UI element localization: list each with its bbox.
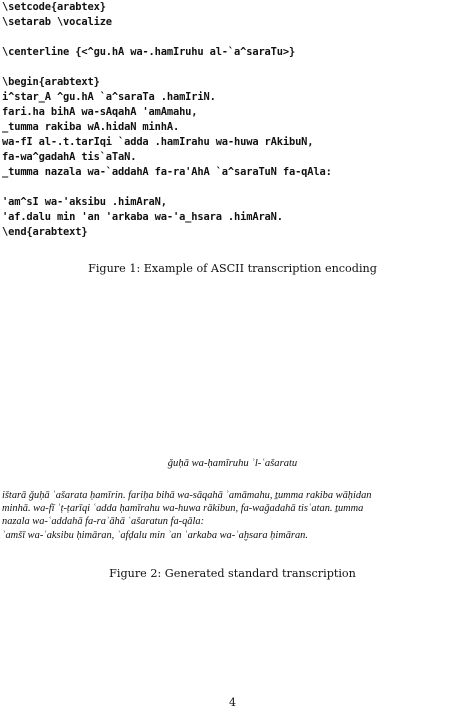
code-line: \setarab \vocalize	[2, 16, 112, 28]
ascii-code-block	[2, 0, 332, 240]
code-line	[2, 180, 332, 195]
code-line: \setcode{arabtex}	[2, 1, 106, 13]
transcription-title: ǧuḥā wa-ḥamīruhu ʾl-ʿašaratu	[167, 458, 298, 469]
code-line: 'af.dalu min 'an 'arkaba wa-'a_hsara .himAraN.	[2, 211, 283, 223]
code-line: fa-wa^gadahA tis`aTaN.	[2, 151, 137, 163]
code-line	[2, 60, 332, 75]
code-line: \end{arabtext}	[2, 226, 88, 238]
code-line: fari.ha bihA wa-sAqahA 'amAmahu,	[2, 106, 198, 118]
transcription-line: nazala wa-ʿaddahā fa-raʾāhā ʿašaratun fa-qāla:	[2, 516, 205, 528]
code-line: i^star_A ^gu.hA `a^saraTa .hamIriN.	[2, 91, 216, 103]
code-line: 'am^sI wa-'aksibu .himAraN,	[2, 196, 167, 208]
code-line: \centerline {<^gu.hA wa-.hamIruhu al-`a^saraTu>}	[2, 46, 296, 58]
code-line	[2, 30, 332, 45]
figure-1-caption: Figure 1: Example of ASCII transcription encoding	[88, 262, 377, 275]
transcription-body	[2, 489, 464, 542]
transcription-line: ʾamšī wa-ʾaksibu ḥimāran, ʾafḍalu min ʾan ʾarkaba wa-ʾaḫsara ḥimāran.	[2, 529, 308, 541]
figure-2-caption: Figure 2: Generated standard transcription	[109, 567, 356, 580]
code-line: \begin{arabtext}	[2, 76, 100, 88]
code-line: _tumma rakiba wA.hidaN minhA.	[2, 121, 180, 133]
transcription-line: ištarā ǧuḥā ʿašarata ḥamīrin. fariḥa bihā wa-sāqahā ʾamāmahu, ṯumma rakiba wāḥidan	[2, 490, 372, 501]
transcription-line: minhā. wa-fī ʾṭ-ṭarīqi ʿadda ḥamīrahu wa-huwa rākibun, fa-waǧadahā tisʿatan. ṯumma	[2, 503, 364, 515]
page-number: 4	[229, 696, 236, 709]
code-line: wa-fI al-.t.tarIqi `adda .hamIrahu wa-huwa rAkibuN,	[2, 136, 314, 148]
code-line: _tumma nazala wa-`addahA fa-ra'AhA `a^saraTuN fa-qAla:	[2, 166, 332, 178]
